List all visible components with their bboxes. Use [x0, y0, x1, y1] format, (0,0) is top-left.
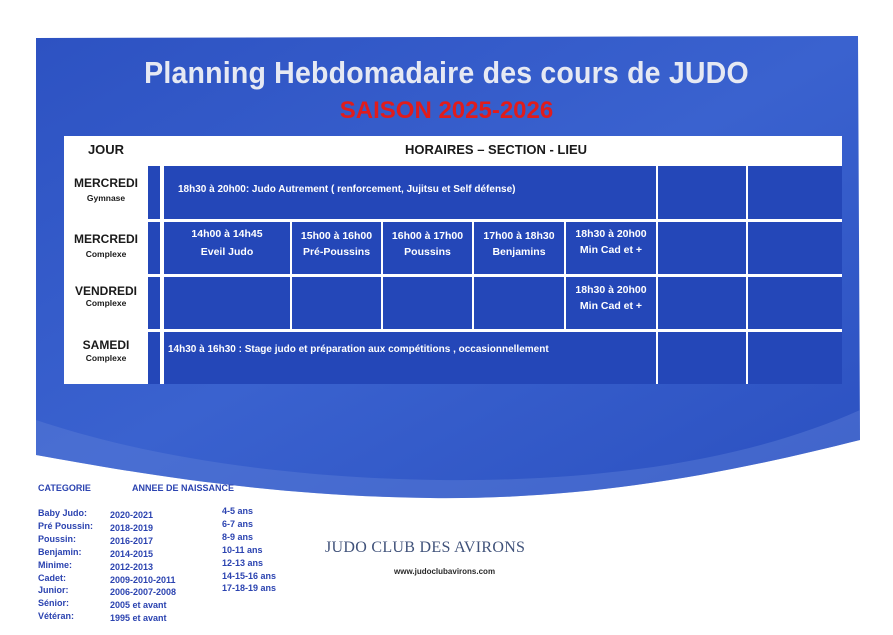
- schedule-cell-wide: [164, 332, 656, 384]
- category-age: 17-18-19 ans: [222, 583, 277, 594]
- category-age: 14-15-16 ans: [222, 570, 277, 581]
- schedule-cell: [148, 332, 160, 384]
- slot-time: 14h00 à 14h45: [191, 228, 263, 240]
- slot-time: 18h30 à 20h00: [575, 228, 647, 240]
- schedule-cell: [748, 277, 842, 329]
- schedule-text: 18h30 à 20h00: Judo Autrement ( renforcement, Jujitsu et Self défense): [178, 184, 516, 195]
- category-years: 2018-2019: [110, 522, 154, 533]
- category-age: 4-5 ans: [222, 506, 254, 516]
- day-name: VENDREDI: [74, 284, 137, 298]
- schedule-slot: [474, 222, 564, 274]
- day-place: Complexe: [85, 249, 127, 259]
- category-name: Poussin:: [38, 533, 77, 544]
- category-name: Benjamin:: [38, 546, 82, 557]
- schedule-slot: [566, 277, 656, 329]
- schedule-slot: [292, 222, 381, 274]
- slot-section: Pré-Poussins: [302, 246, 371, 258]
- category-age: 8-9 ans: [222, 531, 254, 542]
- slot-time: 15h00 à 16h00: [300, 230, 373, 242]
- category-name: Baby Judo:: [38, 508, 88, 518]
- day-place: Complexe: [85, 353, 127, 363]
- birth-year-header: ANNEE DE NAISSANCE: [132, 483, 235, 493]
- schedule-cell: [658, 222, 746, 274]
- slot-section: Min Cad et +: [579, 300, 643, 312]
- schedule-cell: [383, 277, 472, 329]
- category-years: 2006-2007-2008: [110, 587, 177, 598]
- schedule-cell: [748, 166, 842, 219]
- day-place: Gymnase: [86, 193, 126, 203]
- schedule-cell-wide: [164, 166, 656, 219]
- schedule-cell: [148, 222, 160, 274]
- row-day-label: [64, 338, 148, 363]
- category-years: 2009-2010-2011: [110, 574, 176, 585]
- club-name: JUDO CLUB DES AVIRONS: [325, 539, 526, 556]
- slot-section: Poussins: [404, 246, 451, 258]
- header-day: JOUR: [87, 141, 125, 157]
- schedule-cell: [748, 222, 842, 274]
- slot-section: Benjamins: [492, 246, 546, 258]
- category-years: 2020-2021: [110, 510, 154, 520]
- category-name: Cadet:: [38, 572, 67, 583]
- slot-section: Min Cad et +: [579, 244, 643, 256]
- category-years: 1995 et avant: [110, 613, 167, 624]
- category-age: 12-13 ans: [222, 557, 264, 568]
- header-schedule: HORAIRES – SECTION - LIEU: [404, 141, 588, 157]
- website-link[interactable]: www.judoclubavirons.com: [394, 567, 496, 576]
- row-day-label: [64, 176, 148, 203]
- schedule-slot: [164, 222, 290, 274]
- row-day-label: [64, 232, 148, 259]
- category-years: 2016-2017: [110, 535, 154, 546]
- schedule-cell: [658, 332, 746, 384]
- schedule-cell: [164, 277, 290, 329]
- row-day-label: [64, 284, 148, 308]
- day-name: SAMEDI: [82, 338, 130, 352]
- schedule-slot: [566, 222, 656, 274]
- schedule-text: 14h30 à 16h30 : Stage judo et préparation aux compétitions , occasionnellement: [168, 344, 549, 355]
- schedule-slot: [383, 222, 472, 274]
- schedule-cell: [748, 332, 842, 384]
- category-years: 2012-2013: [110, 561, 154, 572]
- slot-section: Eveil Judo: [200, 246, 254, 258]
- day-place: Complexe: [85, 298, 127, 308]
- category-years: 2014-2015: [110, 548, 154, 559]
- schedule-cell: [474, 277, 564, 329]
- day-name: MERCREDI: [73, 176, 138, 190]
- slot-time: 18h30 à 20h00: [575, 284, 647, 296]
- schedule-cell: [148, 277, 160, 329]
- schedule-cell: [148, 166, 160, 219]
- day-name: MERCREDI: [73, 232, 138, 246]
- slot-time: 17h00 à 18h30: [483, 230, 555, 242]
- slot-time: 16h00 à 17h00: [391, 230, 464, 242]
- schedule-table: [64, 136, 842, 384]
- schedule-cell: [658, 166, 746, 219]
- category-name: Sénior:: [38, 598, 70, 609]
- schedule-cell: [292, 277, 381, 329]
- page-title: Planning Hebdomadaire des cours de JUDO: [144, 55, 749, 90]
- season-label: SAISON 2025-2026: [339, 97, 554, 124]
- category-header: CATEGORIE: [38, 483, 91, 493]
- category-name: Junior:: [38, 585, 69, 596]
- schedule-cell: [658, 277, 746, 329]
- category-age: 10-11 ans: [222, 544, 263, 555]
- category-name: Vétéran:: [38, 611, 75, 622]
- category-years: 2005 et avant: [110, 600, 167, 611]
- category-name: Pré Poussin:: [38, 520, 94, 531]
- category-name: Minime:: [38, 559, 73, 570]
- category-age: 6-7 ans: [222, 518, 254, 529]
